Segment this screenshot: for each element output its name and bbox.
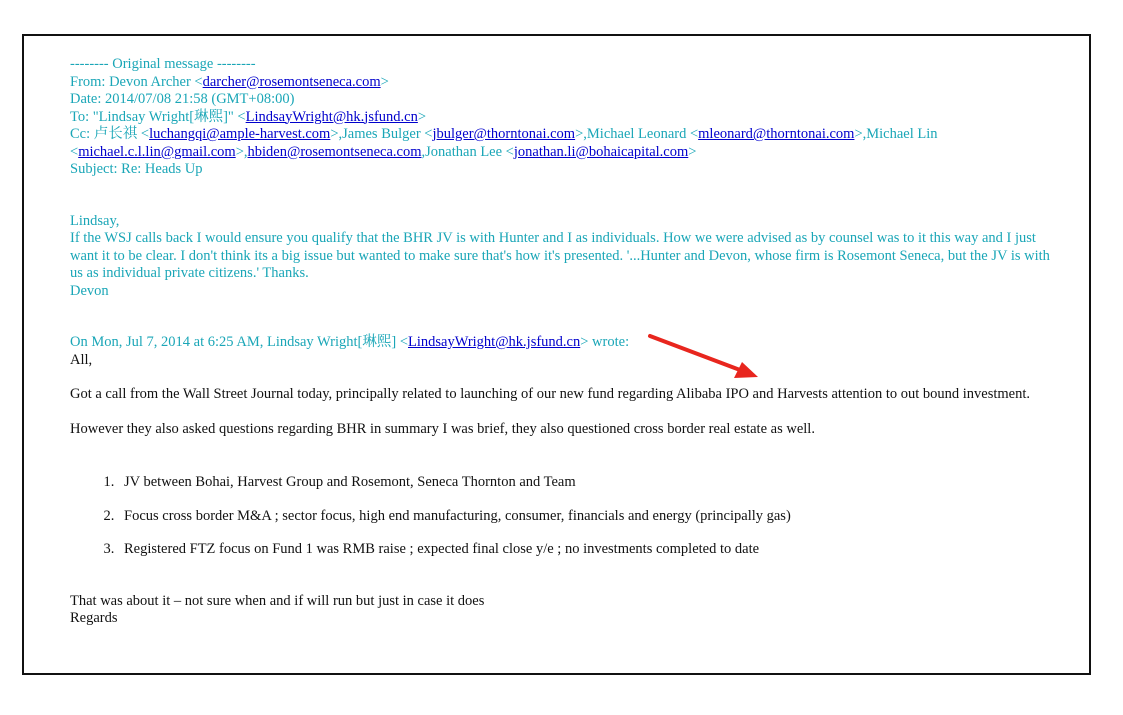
quoted-greeting: All, bbox=[70, 351, 93, 368]
date-line: Date: 2014/07/08 21:58 (GMT+08:00) bbox=[70, 91, 295, 107]
reply-signature: Devon bbox=[70, 282, 109, 299]
quoted-paragraph-1: Got a call from the Wall Street Journal today, principally related to launching of our new fund regarding Alibaba IPO and Harvests attention to out bound investment. bbox=[70, 386, 1031, 402]
cc-email-link-5[interactable]: hbiden@rosemontseneca.com bbox=[247, 143, 422, 160]
from-label: From: bbox=[70, 73, 110, 90]
cc-end: > bbox=[688, 143, 697, 160]
to-line bbox=[70, 109, 1059, 127]
cc-lt-4: < bbox=[70, 143, 79, 160]
cc-email-link-4[interactable]: michael.c.l.lin@gmail.com bbox=[78, 143, 236, 160]
cc-email-link-1[interactable]: luchangqi@ample-harvest.com bbox=[149, 126, 331, 142]
cc-label: Cc: 卢长祺 < bbox=[70, 126, 150, 142]
red-arrow-annotation bbox=[640, 330, 770, 390]
subject-line: Subject: Re: Heads Up bbox=[70, 161, 203, 177]
quoted-regards: Regards bbox=[70, 610, 118, 626]
to-end: > bbox=[417, 108, 427, 125]
email-document-frame bbox=[22, 34, 1091, 675]
quoted-intro-post: > wrote: bbox=[580, 334, 630, 350]
cc-email-link-3[interactable]: mleonard@thorntonai.com bbox=[698, 126, 855, 142]
email-content bbox=[70, 56, 1059, 628]
from-email-link[interactable]: darcher@rosemontseneca.com bbox=[202, 73, 381, 90]
cc-sep-2: >,James Bulger < bbox=[330, 126, 433, 142]
reply-body: If the WSJ calls back I would ensure you qualify that the BHR JV is with Hunter and I as individuals. How we were advised as by counsel was to it this way and I just want it to be clear. I don't think its a big issue but wanted to make sure that's how it's presented. '...Hunter and Devon, whose firm is Rosemont Seneca, but the JV is with us as individual private citizens.' Thanks. bbox=[70, 230, 1050, 281]
quoted-closing: That was about it – not sure when and if will run but just in case it does bbox=[70, 592, 485, 609]
to-email-link[interactable]: LindsayWright@hk.jsfund.cn bbox=[245, 108, 418, 125]
quoted-paragraph-2: However they also asked questions regarding BHR in summary I was brief, they also questioned cross border real estate as well. bbox=[70, 420, 815, 437]
cc-sep-3: >,Michael Leonard < bbox=[575, 126, 699, 142]
reply-greeting: Lindsay, bbox=[70, 212, 120, 229]
list-item: 3. Registered FTZ focus on Fund 1 was RMB raise ; expected final close y/e ; no investments completed to date bbox=[118, 541, 1059, 559]
list-item: 1. JV between Bohai, Harvest Group and Rosemont, Seneca Thornton and Team bbox=[118, 474, 1059, 492]
from-name: Devon Archer < bbox=[109, 73, 203, 90]
original-message-divider: -------- Original message -------- bbox=[70, 56, 256, 72]
quoted-numbered-list bbox=[70, 474, 1059, 559]
quoted-intro-email-link[interactable]: LindsayWright@hk.jsfund.cn bbox=[408, 334, 581, 350]
cc-sep-5: >, bbox=[235, 143, 248, 160]
cc-sep-4: >,Michael Lin bbox=[854, 126, 938, 142]
cc-sep-6: ,Jonathan Lee < bbox=[421, 143, 514, 160]
from-end: > bbox=[380, 73, 389, 90]
to-label: To: "Lindsay Wright[琳熙]" < bbox=[70, 108, 246, 125]
cc-email-link-6[interactable]: jonathan.li@bohaicapital.com bbox=[513, 143, 689, 160]
cc-line bbox=[70, 126, 1059, 161]
from-line bbox=[70, 74, 1059, 92]
quoted-intro bbox=[70, 334, 1059, 352]
cc-email-link-2[interactable]: jbulger@thorntonai.com bbox=[432, 126, 576, 142]
arrow-shaft bbox=[650, 336, 740, 370]
quoted-intro-pre: On Mon, Jul 7, 2014 at 6:25 AM, Lindsay Wright[琳熙] < bbox=[70, 334, 408, 350]
list-item: 2. Focus cross border M&A ; sector focus, high end manufacturing, consumer, financials and energy (principally gas) bbox=[118, 508, 1059, 526]
